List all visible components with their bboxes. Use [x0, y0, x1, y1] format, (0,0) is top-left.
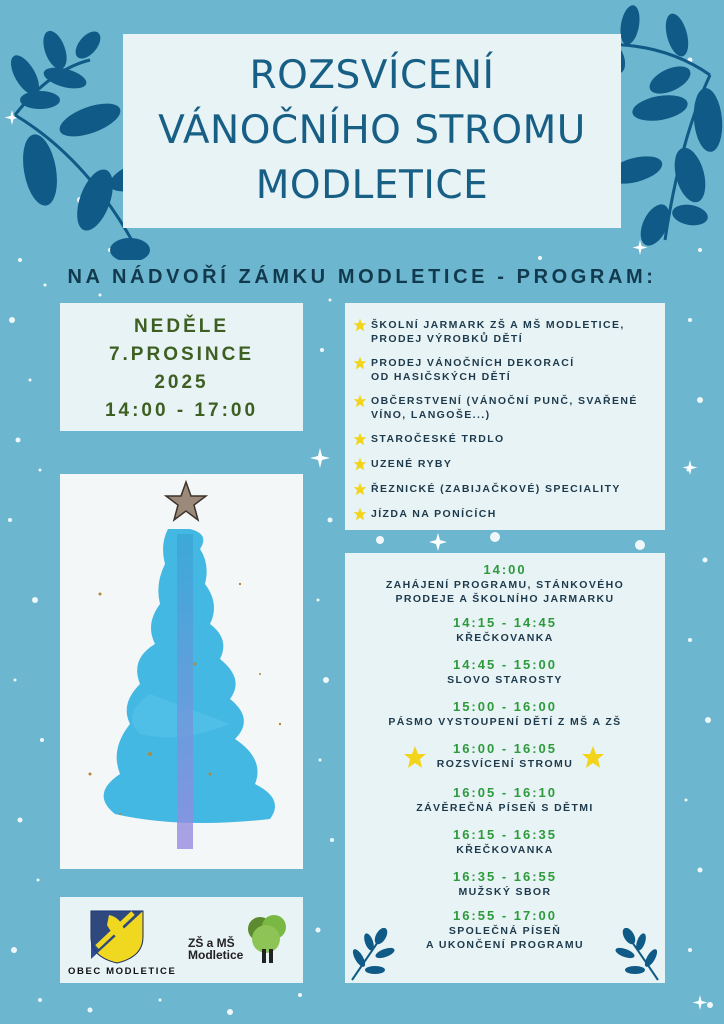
school-tree-logo-icon: [244, 915, 290, 965]
star-icon: [353, 482, 367, 496]
tree-star-icon: [166, 482, 206, 520]
schedule-item: 14:45 - 15:00 SLOVO STAROSTY: [447, 657, 563, 686]
title-line-2: VÁNOČNÍHO STROMU: [158, 108, 586, 153]
feature-item: UZENÉ RYBY: [353, 457, 452, 471]
schedule-item-highlight: 16:00 - 16:05 ROZSVÍCENÍ STROMU: [436, 741, 574, 770]
star-icon: [353, 457, 367, 471]
schedule-panel: [345, 553, 665, 983]
feature-item: STAROČESKÉ TRDLO: [353, 432, 505, 446]
star-icon: [403, 745, 427, 769]
feature-item: ŠKOLNÍ JARMARK ZŠ A MŠ MODLETICE, PRODEJ VÝROBKŮ DĚTÍ: [353, 318, 625, 346]
date-panel: [60, 303, 303, 431]
schedule-item: 14:15 - 14:45 KŘEČKOVANKA: [452, 615, 558, 644]
obec-label: OBEC MODLETICE: [68, 966, 177, 977]
leaf-sprig-right-icon: [613, 928, 663, 983]
logos-panel: [60, 897, 303, 983]
star-icon: [581, 745, 605, 769]
date-time-range: 14:00 - 17:00: [104, 400, 259, 421]
schedule-item: 16:55 - 17:00 SPOLEČNÁ PÍSEŇ A UKONČENÍ PROGRAMU: [425, 908, 585, 951]
title-panel: [123, 34, 621, 228]
star-icon: [353, 432, 367, 446]
star-icon: [353, 394, 367, 408]
feature-item: OBČERSTVENÍ (VÁNOČNÍ PUNČ, SVAŘENÉ VÍNO, LANGOŠE...): [353, 394, 638, 422]
date-day-month: 7.PROSINCE: [108, 344, 255, 365]
star-icon: [353, 356, 367, 370]
schedule-item: 16:15 - 16:35 KŘEČKOVANKA: [452, 827, 558, 856]
date-day: NEDĚLE: [133, 316, 230, 337]
date-year: 2025: [154, 372, 209, 393]
star-icon: [353, 507, 367, 521]
title-line-1: ROZSVÍCENÍ: [249, 53, 495, 98]
obec-coat-of-arms-icon: [89, 907, 145, 965]
schedule-item: 14:00 ZAHÁJENÍ PROGRAMU, STÁNKOVÉHO PRODEJE A ŠKOLNÍHO JARMARKU: [385, 562, 625, 605]
schedule-item: 15:00 - 16:00 PÁSMO VYSTOUPENÍ DĚTÍ Z MŠ A ZŠ: [388, 699, 622, 728]
tree-photo: [60, 474, 303, 869]
feature-item: JÍZDA NA PONÍCÍCH: [353, 507, 497, 521]
schedule-item: 16:35 - 16:55 MUŽSKÝ SBOR: [452, 869, 558, 898]
title-line-3: MODLETICE: [255, 163, 489, 208]
feature-item: PRODEJ VÁNOČNÍCH DEKORACÍ OD HASIČSKÝCH DĚTÍ: [353, 356, 575, 384]
features-panel: [345, 303, 665, 530]
program-subtitle: NA NÁDVOŘÍ ZÁMKU MODLETICE - PROGRAM:: [67, 266, 657, 288]
leaf-sprig-left-icon: [347, 928, 397, 983]
school-logo-text: ZŠ a MŠ Modletice: [188, 936, 244, 962]
feature-item: ŘEZNICKÉ (ZABIJAČKOVÉ) SPECIALITY: [353, 482, 621, 496]
star-icon: [353, 318, 367, 332]
schedule-item: 16:05 - 16:10 ZÁVĚREČNÁ PÍSEŇ S DĚTMI: [416, 785, 594, 814]
watercolor-tree-image: [60, 474, 303, 869]
